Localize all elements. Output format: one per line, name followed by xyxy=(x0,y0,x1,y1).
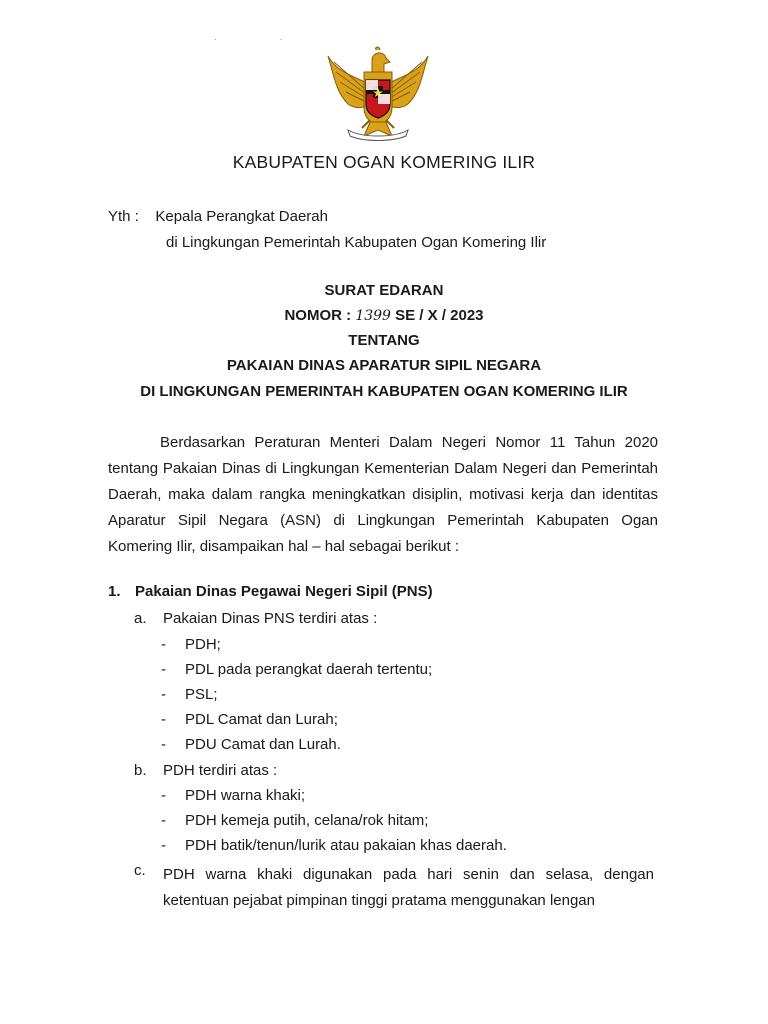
bullet-dash: - xyxy=(161,837,166,854)
list-item: PDL pada perangkat daerah tertentu; xyxy=(185,661,433,678)
bullet-dash: - xyxy=(161,812,166,829)
doc-number-prefix: NOMOR : xyxy=(284,307,352,324)
item-c-text: PDH warna khaki digunakan pada hari senin dan selasa, dengan ketentuan pejabat pimpinan tinggi pratama menggunakan lengan xyxy=(163,866,654,909)
bullet-dash: - xyxy=(161,636,166,653)
item-b-text: PDH terdiri atas : xyxy=(163,762,278,779)
section-number: 1. xyxy=(108,583,121,600)
list-item: PDH batik/tenun/lurik atau pakaian khas daerah. xyxy=(185,837,507,854)
addressee-label: Yth : xyxy=(108,208,139,225)
list-item: PDL Camat dan Lurah; xyxy=(185,711,338,728)
bullet-dash: - xyxy=(161,736,166,753)
intro-text: Berdasarkan Peraturan Menteri Dalam Negeri Nomor 11 Tahun 2020 tentang Pakaian Dinas di Lingkungan Kementerian Dalam Negeri dan Pemerintah Daerah, maka dalam rangka meningkatkan disiplin, motivasi kerja dan identitas Aparatur Sipil Negara (ASN) di Lingkungan Pemerintah Kabupaten Ogan Komering Ilir, disampaikan hal – hal sebagai berikut : xyxy=(108,434,658,555)
doc-subject-line1: PAKAIAN DINAS APARATUR SIPIL NEGARA xyxy=(226,357,542,374)
list-item: PDH kemeja putih, celana/rok hitam; xyxy=(185,812,429,829)
item-a-letter: a. xyxy=(134,610,147,627)
list-item: PDU Camat dan Lurah. xyxy=(185,736,341,753)
item-b-letter: b. xyxy=(134,762,147,779)
addressee-block xyxy=(108,204,546,256)
doc-number-suffix: SE / X / 2023 xyxy=(395,307,484,324)
section-title: Pakaian Dinas Pegawai Negeri Sipil (PNS) xyxy=(135,583,433,600)
intro-paragraph xyxy=(108,430,658,560)
bullet-dash: - xyxy=(161,787,166,804)
item-c-letter: c. xyxy=(134,862,146,879)
bullet-dash: - xyxy=(161,711,166,728)
doc-number-handwritten: 1399 xyxy=(355,308,391,324)
bullet-dash: - xyxy=(161,661,166,678)
list-item: PDH; xyxy=(185,636,221,653)
bullet-dash: - xyxy=(161,686,166,703)
doc-type: SURAT EDARAN xyxy=(324,282,444,299)
addressee-line2: di Lingkungan Pemerintah Kabupaten Ogan Komering Ilir xyxy=(166,234,547,251)
doc-subject-line2: DI LINGKUNGAN PEMERINTAH KABUPATEN OGAN KOMERING ILIR xyxy=(140,383,628,400)
item-a-text: Pakaian Dinas PNS terdiri atas : xyxy=(163,610,378,627)
list-item: PSL; xyxy=(185,686,218,703)
doc-about: TENTANG xyxy=(348,332,420,349)
scan-artifact: · · xyxy=(214,34,313,44)
list-item: PDH warna khaki; xyxy=(185,787,306,804)
garuda-pancasila-emblem-icon xyxy=(326,46,430,142)
doc-number xyxy=(0,307,768,324)
regency-title: KABUPATEN OGAN KOMERING ILIR xyxy=(232,152,536,172)
addressee-line1: Kepala Perangkat Daerah xyxy=(155,208,328,225)
